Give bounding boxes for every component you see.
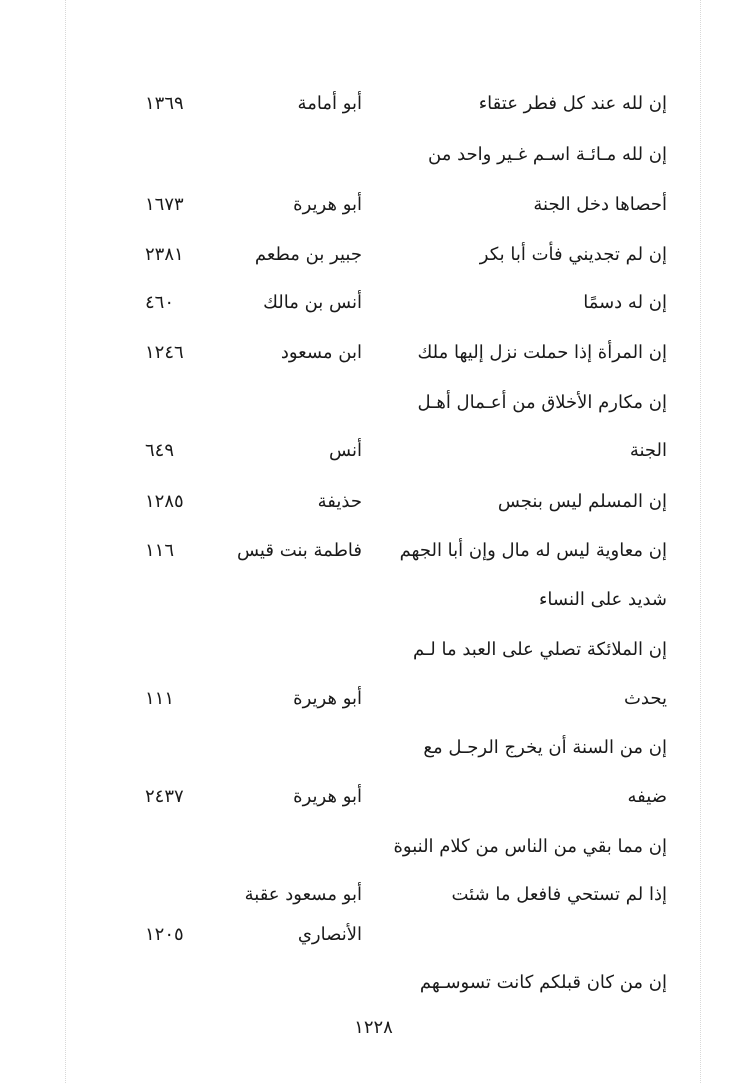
hadith-text: إن من السنة أن يخرج الرجـل مع <box>423 737 667 758</box>
narrator-name: أنس بن مالك <box>263 292 362 313</box>
narrator-name: أبو مسعود عقبة <box>244 884 362 905</box>
narrator-name: ابن مسعود <box>280 342 362 363</box>
narrator-name: أبو أمامة <box>297 93 362 114</box>
index-row <box>0 782 747 812</box>
index-row <box>0 733 747 763</box>
index-row <box>0 880 747 910</box>
index-row <box>0 288 747 318</box>
hadith-text: أحصاها دخل الجنة <box>533 194 667 215</box>
index-row <box>0 89 747 119</box>
hadith-number: ١٢٤٦ <box>145 342 184 363</box>
index-row <box>0 338 747 368</box>
hadith-text: يحدث <box>623 688 667 709</box>
narrator-name: أبو هريرة <box>293 786 362 807</box>
hadith-number: ١٢٨٥ <box>145 491 184 512</box>
narrator-name: الأنصاري <box>297 924 362 945</box>
hadith-text: إن لله مـائـة اسـم غـير واحد من <box>428 144 667 165</box>
hadith-text: إن المسلم ليس بنجس <box>497 491 667 512</box>
index-row <box>0 140 747 170</box>
hadith-text: ضيفه <box>627 786 667 807</box>
hadith-text: إذا لم تستحي فافعل ما شئت <box>451 884 667 905</box>
index-row <box>0 536 747 566</box>
index-row <box>0 635 747 665</box>
index-row <box>0 585 747 615</box>
hadith-text: إن لله عند كل فطر عتقاء <box>478 93 667 114</box>
narrator-name: حذيفة <box>317 491 362 512</box>
page-number: ١٢٢٨ <box>354 1017 393 1038</box>
index-row <box>0 240 747 270</box>
hadith-text: إن معاوية ليس له مال وإن أبا الجهم <box>399 540 667 561</box>
index-row <box>0 388 747 418</box>
hadith-text: الجنة <box>629 440 667 461</box>
index-row <box>0 684 747 714</box>
hadith-text: شديد على النساء <box>538 589 667 610</box>
hadith-text: إن له دسمًا <box>583 292 667 313</box>
hadith-number: ١١١ <box>145 688 175 709</box>
hadith-text: إن مما بقي من الناس من كلام النبوة <box>393 836 667 857</box>
hadith-text: إن المرأة إذا حملت نزل إليها ملك <box>417 342 667 363</box>
hadith-number: ١١٦ <box>145 540 175 561</box>
hadith-number: ١٣٦٩ <box>145 93 184 114</box>
index-row <box>0 920 747 950</box>
hadith-number: ١٢٠٥ <box>145 924 184 945</box>
narrator-name: أنس <box>329 440 362 461</box>
hadith-number: ٦٤٩ <box>145 440 175 461</box>
hadith-number: ١٦٧٣ <box>145 194 184 215</box>
index-row <box>0 832 747 862</box>
narrator-name: جبير بن مطعم <box>254 244 362 265</box>
index-row <box>0 968 747 998</box>
narrator-name: فاطمة بنت قيس <box>236 540 362 561</box>
hadith-text: إن من كان قبلكم كانت تسوسـهم <box>419 972 667 993</box>
narrator-name: أبو هريرة <box>293 688 362 709</box>
hadith-text: إن لم تجديني فأت أبا بكر <box>479 244 667 265</box>
hadith-text: إن الملائكة تصلي على العبد ما لـم <box>413 639 667 660</box>
index-row <box>0 487 747 517</box>
index-row <box>0 436 747 466</box>
hadith-text: إن مكارم الأخلاق من أعـمال أهـل <box>417 392 667 413</box>
narrator-name: أبو هريرة <box>293 194 362 215</box>
hadith-number: ٤٦٠ <box>145 292 175 313</box>
hadith-number: ٢٤٣٧ <box>145 786 184 807</box>
hadith-number: ٢٣٨١ <box>145 244 184 265</box>
index-row <box>0 190 747 220</box>
